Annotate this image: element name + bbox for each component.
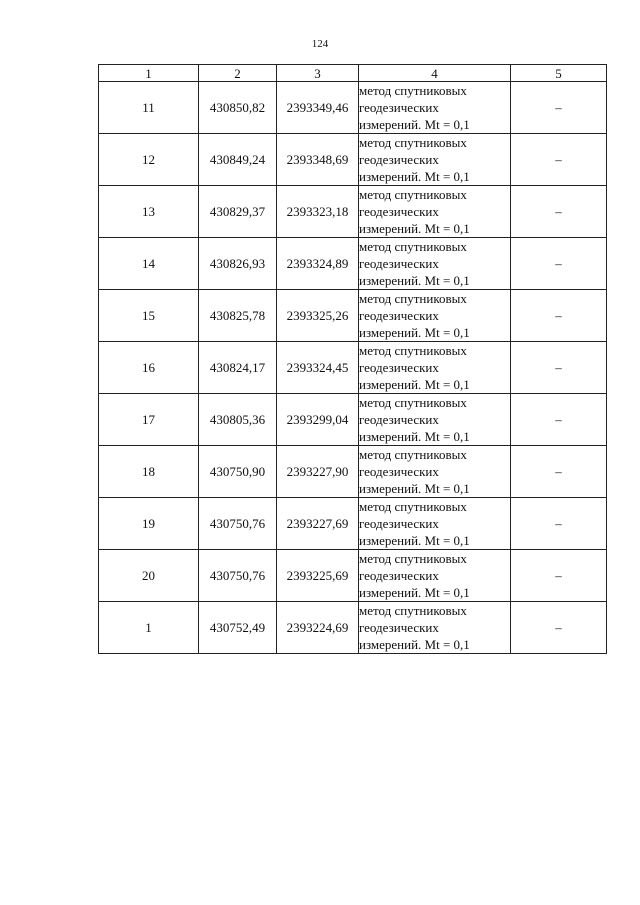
x-coordinate-cell: 430750,76 [199,550,277,602]
table-row [99,82,607,134]
method-cell [359,186,511,238]
method-line: геодезических [359,464,439,479]
table-row [99,134,607,186]
table-row [99,238,607,290]
x-coordinate-cell: 430850,82 [199,82,277,134]
point-number-cell: 13 [99,186,199,238]
y-coordinate-cell: 2393324,45 [277,342,359,394]
table-row [99,342,607,394]
point-number-cell: 14 [99,238,199,290]
note-cell: – [511,602,607,654]
method-line: метод спутниковых [359,447,467,462]
note-cell: – [511,238,607,290]
point-number-cell: 11 [99,82,199,134]
note-cell: – [511,342,607,394]
method-line: метод спутниковых [359,603,467,618]
method-line: геодезических [359,412,439,427]
point-number-cell: 20 [99,550,199,602]
method-line: геодезических [359,152,439,167]
header-cell-1: 1 [99,65,199,82]
method-line: измерений. Mt = 0,1 [359,637,470,652]
table-row [99,498,607,550]
method-line: геодезических [359,360,439,375]
y-coordinate-cell: 2393324,89 [277,238,359,290]
point-number-cell: 18 [99,446,199,498]
method-line: измерений. Mt = 0,1 [359,325,470,340]
method-line: геодезических [359,620,439,635]
y-coordinate-cell: 2393227,90 [277,446,359,498]
y-coordinate-cell: 2393299,04 [277,394,359,446]
table-row [99,550,607,602]
coordinates-table [98,64,607,654]
method-cell [359,446,511,498]
method-line: метод спутниковых [359,239,467,254]
point-number-cell: 16 [99,342,199,394]
x-coordinate-cell: 430752,49 [199,602,277,654]
method-line: метод спутниковых [359,83,467,98]
point-number-cell: 19 [99,498,199,550]
method-line: геодезических [359,256,439,271]
y-coordinate-cell: 2393227,69 [277,498,359,550]
note-cell: – [511,290,607,342]
method-cell [359,550,511,602]
y-coordinate-cell: 2393225,69 [277,550,359,602]
method-line: геодезических [359,100,439,115]
method-cell [359,342,511,394]
note-cell: – [511,550,607,602]
header-cell-2: 2 [199,65,277,82]
x-coordinate-cell: 430824,17 [199,342,277,394]
header-cell-3: 3 [277,65,359,82]
method-line: метод спутниковых [359,551,467,566]
y-coordinate-cell: 2393325,26 [277,290,359,342]
method-line: геодезических [359,568,439,583]
x-coordinate-cell: 430805,36 [199,394,277,446]
y-coordinate-cell: 2393348,69 [277,134,359,186]
method-line: измерений. Mt = 0,1 [359,585,470,600]
table-row [99,290,607,342]
note-cell: – [511,134,607,186]
method-line: измерений. Mt = 0,1 [359,169,470,184]
point-number-cell: 17 [99,394,199,446]
x-coordinate-cell: 430826,93 [199,238,277,290]
method-line: измерений. Mt = 0,1 [359,221,470,236]
method-cell [359,498,511,550]
point-number-cell: 15 [99,290,199,342]
y-coordinate-cell: 2393323,18 [277,186,359,238]
table-row [99,446,607,498]
table-row [99,394,607,446]
x-coordinate-cell: 430750,76 [199,498,277,550]
method-line: метод спутниковых [359,499,467,514]
method-line: измерений. Mt = 0,1 [359,481,470,496]
method-line: геодезических [359,204,439,219]
method-line: измерений. Mt = 0,1 [359,533,470,548]
point-number-cell: 1 [99,602,199,654]
table-body [99,82,607,654]
table-row [99,186,607,238]
note-cell: – [511,498,607,550]
method-line: метод спутниковых [359,395,467,410]
method-line: измерений. Mt = 0,1 [359,377,470,392]
table-header-row [99,65,607,82]
x-coordinate-cell: 430829,37 [199,186,277,238]
page-number: 124 [311,38,329,50]
method-cell [359,134,511,186]
method-line: геодезических [359,308,439,323]
method-line: метод спутниковых [359,187,467,202]
method-cell [359,602,511,654]
method-cell [359,290,511,342]
header-cell-5: 5 [511,65,607,82]
note-cell: – [511,186,607,238]
method-line: измерений. Mt = 0,1 [359,117,470,132]
x-coordinate-cell: 430750,90 [199,446,277,498]
y-coordinate-cell: 2393224,69 [277,602,359,654]
method-line: метод спутниковых [359,135,467,150]
y-coordinate-cell: 2393349,46 [277,82,359,134]
point-number-cell: 12 [99,134,199,186]
method-cell [359,394,511,446]
table-row [99,602,607,654]
header-cell-4: 4 [359,65,511,82]
x-coordinate-cell: 430849,24 [199,134,277,186]
method-line: геодезических [359,516,439,531]
method-line: метод спутниковых [359,291,467,306]
note-cell: – [511,446,607,498]
note-cell: – [511,82,607,134]
method-line: измерений. Mt = 0,1 [359,273,470,288]
method-cell [359,82,511,134]
x-coordinate-cell: 430825,78 [199,290,277,342]
method-line: метод спутниковых [359,343,467,358]
method-cell [359,238,511,290]
method-line: измерений. Mt = 0,1 [359,429,470,444]
note-cell: – [511,394,607,446]
